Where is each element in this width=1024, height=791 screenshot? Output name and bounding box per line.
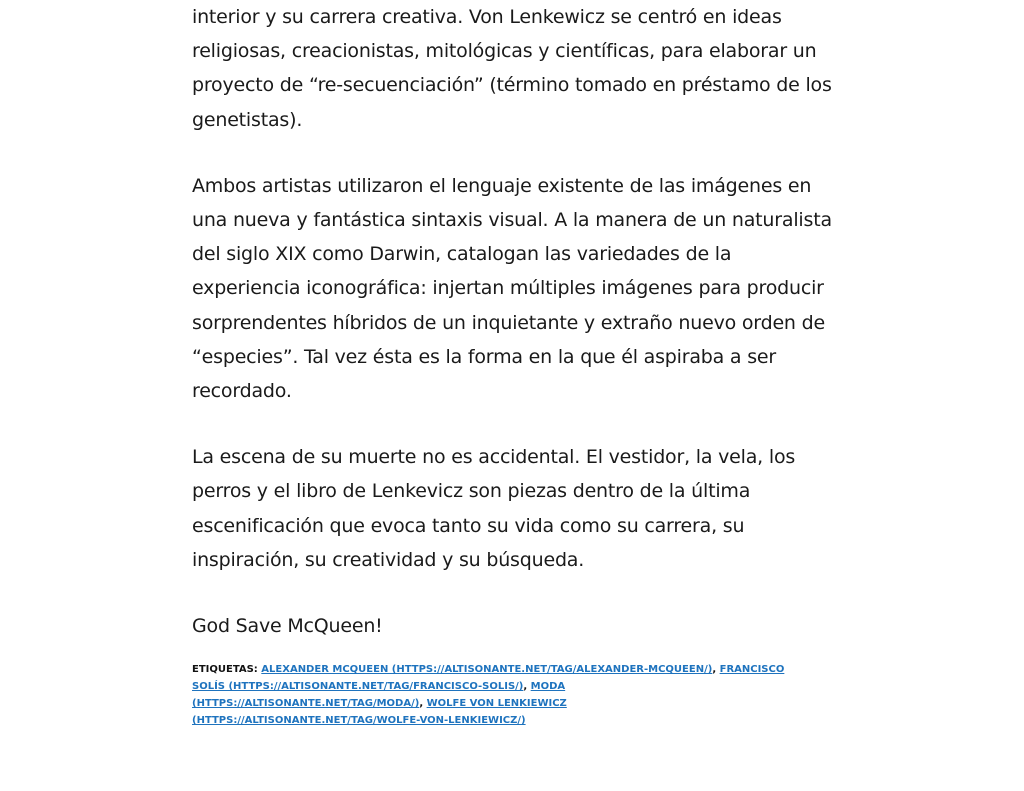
tag-separator: , bbox=[523, 681, 528, 693]
article-paragraph: La escena de su muerte no es accidental. El vestidor, la vela, los perros y el libro de Lenkevicz son piezas dentro de la última escenificación que evoca tanto su vida como su carrera, su inspiración, su creatividad y su búsqueda. bbox=[192, 446, 796, 571]
closing-line: God Save McQueen! bbox=[192, 615, 383, 638]
article-paragraph: Ambos artistas utilizaron el lenguaje existente de las imágenes en una nueva y fantástica sintaxis visual. A la manera de un naturalista del siglo XIX como Darwin, catalogan las variedades de la experiencia iconográfica: injertan múltiples imágenes para producir sorprendentes híbridos de un inquietante y extraño nuevo orden de “especies”. Tal vez ésta es la forma en la que él aspiraba a ser recordado. bbox=[192, 174, 832, 403]
tags-section bbox=[192, 661, 792, 729]
tags-label: ETIQUETAS: bbox=[192, 664, 258, 676]
tag-separator: , bbox=[712, 664, 717, 676]
tag-link-moda[interactable]: MODA (HTTPS://ALTISONANTE.NET/TAG/MODA/) bbox=[192, 681, 566, 710]
article-body bbox=[192, 0, 832, 729]
tag-link-wolfe-von-lenkiewicz[interactable]: WOLFE VON LENKIEWICZ (HTTPS://ALTISONANTE.NET/TAG/WOLFE-VON-LENKIEWICZ/) bbox=[192, 698, 567, 727]
article-paragraph: interior y su carrera creativa. Von Lenkewicz se centró en ideas religiosas, creacionistas, mitológicas y científicas, para elaborar un proyecto de “re-secuenciación” (término tomado en préstamo de los genetistas). bbox=[192, 6, 832, 131]
tag-link-francisco-solis[interactable]: FRANCISCO SOLÍS (HTTPS://ALTISONANTE.NET/TAG/FRANCISCO-SOLIS/) bbox=[192, 664, 785, 693]
tag-separator: , bbox=[419, 698, 424, 710]
tag-link-alexander-mcqueen[interactable]: ALEXANDER MCQUEEN (HTTPS://ALTISONANTE.NET/TAG/ALEXANDER-MCQUEEN/) bbox=[261, 664, 713, 676]
